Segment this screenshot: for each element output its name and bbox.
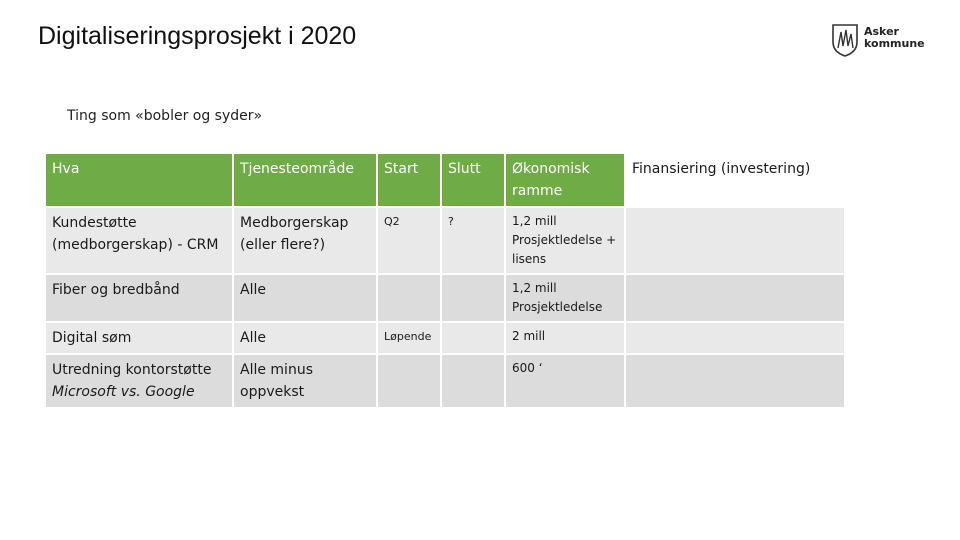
cell-tjeneste: Medborgerskap (eller flere?): [234, 208, 376, 273]
cell-ramme: 600 ‘: [506, 355, 624, 407]
cell-hva-extra: Microsoft vs. Google: [52, 384, 195, 400]
asker-kommune-logo: [830, 22, 925, 58]
header-slutt: Slutt: [442, 154, 504, 206]
logo-line-1: Asker: [864, 25, 899, 38]
cell-slutt: [442, 323, 504, 353]
cell-start: Løpende: [378, 323, 440, 353]
table-row: [46, 275, 844, 321]
cell-start: [378, 275, 440, 321]
project-table: [44, 152, 846, 409]
cell-hva: Kundestøtte (medborgerskap) - CRM: [46, 208, 232, 273]
slide-subtitle: Ting som «bobler og syder»: [67, 108, 263, 124]
table-row: [46, 208, 844, 273]
cell-tjeneste: Alle: [234, 323, 376, 353]
cell-hva: [46, 355, 232, 407]
header-finansiering: Finansiering (investering): [626, 154, 844, 206]
header-hva: Hva: [46, 154, 232, 206]
cell-ramme: 1,2 mill Prosjektledelse: [506, 275, 624, 321]
slide-title: Digitaliseringsprosjekt i 2020: [38, 22, 357, 50]
header-tjenesteomrade: Tjenesteområde: [234, 154, 376, 206]
cell-slutt: [442, 355, 504, 407]
table-row: [46, 323, 844, 353]
table-header-row: [46, 154, 844, 206]
header-start: Start: [378, 154, 440, 206]
cell-slutt: [442, 275, 504, 321]
cell-start: [378, 355, 440, 407]
cell-hva: Fiber og bredbånd: [46, 275, 232, 321]
cell-tjeneste: Alle: [234, 275, 376, 321]
cell-tjeneste: Alle minus oppvekst: [234, 355, 376, 407]
cell-slutt: ?: [442, 208, 504, 273]
cell-start: Q2: [378, 208, 440, 273]
logo-line-2: kommune: [864, 37, 925, 50]
cell-finansiering: [626, 355, 844, 407]
cell-ramme: 2 mill: [506, 323, 624, 353]
cell-finansiering: [626, 208, 844, 273]
municipality-shield-icon: [830, 22, 860, 58]
cell-ramme: 1,2 mill Prosjektledelse + lisens: [506, 208, 624, 273]
header-okonomisk-ramme: Økonomisk ramme: [506, 154, 624, 206]
cell-hva-main: Utredning kontorstøtte: [52, 362, 212, 378]
cell-hva: Digital søm: [46, 323, 232, 353]
cell-finansiering: [626, 275, 844, 321]
table-row: [46, 355, 844, 407]
cell-finansiering: [626, 323, 844, 353]
